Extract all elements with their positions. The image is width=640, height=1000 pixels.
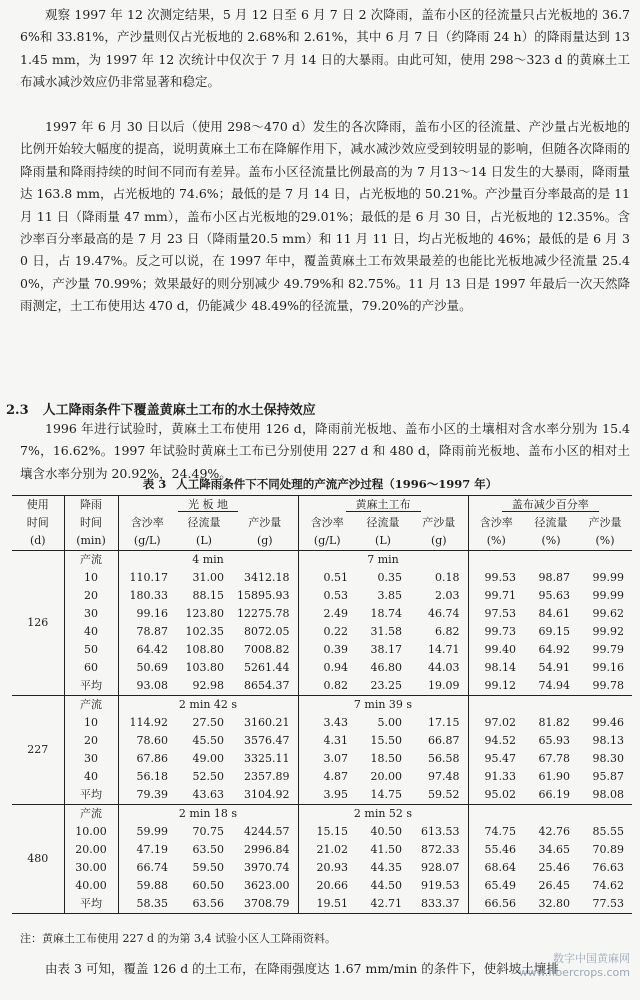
data-cell: 61.90 — [538, 770, 570, 783]
data-cell: 15895.93 — [232, 587, 298, 605]
data-cell: 20.93 — [316, 861, 348, 874]
data-cell: 3104.92 — [232, 786, 298, 805]
paragraph-1: 观察 1997 年 12 次测定结果，5 月 12 日至 6 月 7 日 2 次降雨，盖布小区的径流量只占光板地的 36.76%和 33.81%，产沙量则仅占光板地的 2.68%和 2.61%，其中 6 月 7 日（约降雨 24 h）的降雨量达到 131.45 mm，为 1997 年 12 次统计中仅次于 7 月 14 日的大暴雨。由此可知，使用 298～323 d 的黄麻土工布减水减沙效应仍非常显著和稳定。 — [20, 7, 630, 90]
unit-header: (g/L) — [298, 532, 356, 551]
table-row — [12, 714, 632, 732]
empty-cell — [468, 551, 632, 570]
watermark — [519, 952, 630, 980]
data-cell: 99.62 — [592, 607, 624, 620]
data-cell: 31.00 — [192, 571, 224, 584]
data-cell: 0.39 — [323, 643, 348, 656]
start-time-jute: 7 min 39 s — [298, 696, 468, 715]
table-row — [12, 569, 632, 587]
data-cell: 56.58 — [410, 750, 468, 768]
data-cell: 98.87 — [538, 571, 570, 584]
data-cell: 84.61 — [538, 607, 570, 620]
rain-time-cell: 产流 — [64, 805, 118, 824]
data-cell: 833.37 — [410, 895, 468, 914]
empty-cell — [468, 805, 632, 824]
table-group-126 — [12, 551, 632, 696]
data-cell: 14.75 — [356, 786, 410, 805]
data-cell: 14.71 — [410, 641, 468, 659]
data-cell: 67.86 — [136, 752, 168, 765]
data-cell: 68.64 — [484, 861, 516, 874]
data-cell: 2.03 — [410, 587, 468, 605]
unit-header: (L) — [356, 532, 410, 551]
data-cell: 180.33 — [129, 589, 168, 602]
data-cell: 99.53 — [484, 571, 516, 584]
table-row-start — [12, 551, 632, 570]
table-row — [12, 859, 632, 877]
data-cell: 74.94 — [524, 677, 578, 696]
data-cell: 114.92 — [129, 716, 168, 729]
header-row-3 — [12, 532, 632, 551]
table-row — [12, 768, 632, 786]
data-cell: 50.69 — [136, 661, 168, 674]
rain-time-cell: 产流 — [64, 696, 118, 715]
data-cell: 123.80 — [185, 607, 224, 620]
rain-time-cell: 20 — [64, 732, 118, 750]
data-cell: 66.74 — [136, 861, 168, 874]
data-cell: 59.88 — [136, 879, 168, 892]
data-cell: 8654.37 — [232, 677, 298, 696]
header-row-1 — [12, 496, 632, 515]
unit-header: (g) — [410, 532, 468, 551]
data-cell: 63.50 — [192, 843, 224, 856]
table-group-227 — [12, 696, 632, 805]
data-cell: 3708.79 — [232, 895, 298, 914]
start-time-jute: 2 min 52 s — [298, 805, 468, 824]
data-cell: 42.71 — [356, 895, 410, 914]
use-time-cell: 480 — [12, 805, 64, 914]
data-cell: 99.99 — [592, 589, 624, 602]
data-cell: 55.46 — [484, 843, 516, 856]
data-cell: 15.50 — [370, 734, 402, 747]
data-cell: 40.50 — [370, 825, 402, 838]
col-header: 含沙率 — [479, 516, 513, 529]
rain-time-cell: 40.00 — [64, 877, 118, 895]
rain-time-cell: 20 — [64, 587, 118, 605]
table-row — [12, 659, 632, 677]
data-cell: 928.07 — [410, 859, 468, 877]
unit-header: (L) — [176, 532, 232, 551]
start-time-bare: 2 min 18 s — [118, 805, 298, 824]
rain-time-cell: 40 — [64, 768, 118, 786]
data-cell: 99.92 — [592, 625, 624, 638]
data-cell: 0.82 — [298, 677, 356, 696]
table-row — [12, 623, 632, 641]
watermark-line-1: 数字中国黄麻网 — [553, 952, 630, 965]
data-cell: 3576.47 — [232, 732, 298, 750]
data-cell: 46.74 — [410, 605, 468, 623]
table-group-480 — [12, 805, 632, 914]
data-cell: 99.40 — [484, 643, 516, 656]
data-table — [12, 495, 632, 914]
data-cell: 98.30 — [592, 752, 624, 765]
data-cell: 7008.82 — [232, 641, 298, 659]
data-cell: 3412.18 — [232, 569, 298, 587]
data-cell: 99.71 — [484, 589, 516, 602]
header-use-time: 使用 — [12, 496, 64, 515]
data-cell: 5.00 — [377, 716, 402, 729]
rain-time-cell: 10 — [64, 569, 118, 587]
rain-time-cell: 平均 — [64, 895, 118, 914]
data-cell: 64.42 — [136, 643, 168, 656]
rain-time-cell: 30.00 — [64, 859, 118, 877]
data-cell: 919.53 — [410, 877, 468, 895]
data-cell: 77.53 — [578, 895, 632, 914]
unit-header: (%) — [578, 532, 632, 551]
data-cell: 65.93 — [538, 734, 570, 747]
data-cell: 98.14 — [484, 661, 516, 674]
data-cell: 6.82 — [410, 623, 468, 641]
table-caption — [0, 476, 640, 492]
data-cell: 49.00 — [192, 752, 224, 765]
data-cell: 85.55 — [592, 825, 624, 838]
rain-time-cell: 60 — [64, 659, 118, 677]
rain-time-cell: 产流 — [64, 551, 118, 570]
data-cell: 59.99 — [136, 825, 168, 838]
data-cell: 99.16 — [136, 607, 168, 620]
data-cell: 70.89 — [592, 843, 624, 856]
col-header: 产沙量 — [410, 514, 468, 532]
data-cell: 43.63 — [176, 786, 232, 805]
col-header: 径流量 — [187, 516, 221, 529]
data-cell: 60.50 — [192, 879, 224, 892]
data-cell: 64.92 — [538, 643, 570, 656]
data-cell: 81.82 — [538, 716, 570, 729]
data-cell: 0.35 — [377, 571, 402, 584]
data-cell: 42.76 — [538, 825, 570, 838]
data-cell: 34.65 — [538, 843, 570, 856]
data-cell: 38.17 — [370, 643, 402, 656]
data-cell: 0.22 — [323, 625, 348, 638]
data-cell: 76.63 — [592, 861, 624, 874]
data-cell: 99.73 — [484, 625, 516, 638]
data-cell: 4.87 — [323, 770, 348, 783]
data-cell: 18.74 — [370, 607, 402, 620]
table-row — [12, 823, 632, 841]
data-cell: 32.80 — [524, 895, 578, 914]
data-cell: 74.62 — [592, 879, 624, 892]
rain-time-cell: 平均 — [64, 786, 118, 805]
rain-time-cell: 20.00 — [64, 841, 118, 859]
section-heading — [6, 399, 316, 418]
data-cell: 92.98 — [176, 677, 232, 696]
data-cell: 4244.57 — [232, 823, 298, 841]
data-cell: 59.50 — [192, 861, 224, 874]
data-cell: 97.48 — [410, 768, 468, 786]
data-cell: 91.33 — [484, 770, 516, 783]
section-number: 2.3 — [6, 403, 29, 418]
data-cell: 0.18 — [410, 569, 468, 587]
data-cell: 59.52 — [410, 786, 468, 805]
data-cell: 94.52 — [484, 734, 516, 747]
empty-cell — [468, 696, 632, 715]
data-cell: 26.45 — [538, 879, 570, 892]
data-cell: 872.33 — [410, 841, 468, 859]
data-cell: 21.02 — [316, 843, 348, 856]
rain-time-cell: 10.00 — [64, 823, 118, 841]
header-use-time-2: 时间 — [12, 514, 64, 532]
data-cell: 56.18 — [136, 770, 168, 783]
data-cell: 3160.21 — [232, 714, 298, 732]
data-cell: 41.50 — [370, 843, 402, 856]
data-cell: 97.53 — [484, 607, 516, 620]
col-header: 含沙率 — [310, 516, 344, 529]
data-cell: 95.87 — [592, 770, 624, 783]
rain-time-cell: 30 — [64, 750, 118, 768]
rain-time-cell: 50 — [64, 641, 118, 659]
data-cell: 95.02 — [468, 786, 524, 805]
header-row-2 — [12, 514, 632, 532]
rain-time-cell: 40 — [64, 623, 118, 641]
data-cell: 27.50 — [192, 716, 224, 729]
data-cell: 2357.89 — [232, 768, 298, 786]
data-cell: 613.53 — [410, 823, 468, 841]
data-cell: 78.60 — [136, 734, 168, 747]
data-cell: 4.31 — [323, 734, 348, 747]
data-cell: 88.15 — [192, 589, 224, 602]
header-rain-time-3: (min) — [64, 532, 118, 551]
data-cell: 0.94 — [323, 661, 348, 674]
data-cell: 93.08 — [118, 677, 176, 696]
start-time-bare: 2 min 42 s — [118, 696, 298, 715]
data-cell: 2.49 — [323, 607, 348, 620]
header-group-reduce: 盖布减少百分率 — [468, 496, 632, 515]
table-row — [12, 641, 632, 659]
data-cell: 15.15 — [316, 825, 348, 838]
data-cell: 18.50 — [370, 752, 402, 765]
data-cell: 74.75 — [484, 825, 516, 838]
data-cell: 102.35 — [185, 625, 224, 638]
watermark-line-2: www.fibercrops.com — [518, 966, 630, 979]
data-cell: 58.35 — [118, 895, 176, 914]
data-cell: 3325.11 — [232, 750, 298, 768]
data-cell: 2996.84 — [232, 841, 298, 859]
data-cell: 19.09 — [410, 677, 468, 696]
start-time-jute: 7 min — [298, 551, 468, 570]
data-cell: 20.00 — [370, 770, 402, 783]
data-cell: 95.63 — [538, 589, 570, 602]
data-cell: 17.15 — [410, 714, 468, 732]
header-rain-time: 降雨 — [64, 496, 118, 515]
unit-header: (g/L) — [118, 532, 176, 551]
rain-time-cell: 30 — [64, 605, 118, 623]
table-caption-text: 人工降雨条件下不同处理的产流产沙过程（1996～1997 年） — [176, 477, 498, 491]
table-row — [12, 895, 632, 914]
data-cell: 8072.05 — [232, 623, 298, 641]
data-cell: 98.13 — [592, 734, 624, 747]
data-cell: 12275.78 — [232, 605, 298, 623]
data-cell: 99.78 — [578, 677, 632, 696]
table-row — [12, 786, 632, 805]
use-time-cell: 126 — [12, 551, 64, 696]
table-caption-label: 表 3 — [142, 477, 167, 491]
data-cell: 47.19 — [136, 843, 168, 856]
rain-time-cell: 平均 — [64, 677, 118, 696]
table-row — [12, 587, 632, 605]
table-row — [12, 732, 632, 750]
data-cell: 99.16 — [592, 661, 624, 674]
data-cell: 79.39 — [118, 786, 176, 805]
data-cell: 0.51 — [323, 571, 348, 584]
data-cell: 66.87 — [410, 732, 468, 750]
data-cell: 19.51 — [298, 895, 356, 914]
data-cell: 52.50 — [192, 770, 224, 783]
table-row — [12, 750, 632, 768]
data-cell: 23.25 — [356, 677, 410, 696]
data-cell: 44.35 — [370, 861, 402, 874]
unit-header: (%) — [524, 532, 578, 551]
data-cell: 69.15 — [538, 625, 570, 638]
col-header: 含沙率 — [130, 516, 164, 529]
table-note: 注：黄麻土工布使用 227 d 的为第 3,4 试验小区人工降雨资料。 — [20, 932, 337, 945]
table-row — [12, 677, 632, 696]
table-row — [12, 841, 632, 859]
data-cell: 0.53 — [323, 589, 348, 602]
rain-time-cell: 10 — [64, 714, 118, 732]
data-cell: 97.02 — [484, 716, 516, 729]
data-cell: 45.50 — [192, 734, 224, 747]
header-use-time-3: (d) — [12, 532, 64, 551]
data-cell: 66.56 — [468, 895, 524, 914]
data-cell: 108.80 — [185, 643, 224, 656]
data-cell: 3.85 — [377, 589, 402, 602]
table-row-start — [12, 805, 632, 824]
data-cell: 70.75 — [192, 825, 224, 838]
paragraph-4: 由表 3 可知，覆盖 126 d 的土工布，在降雨强度达 1.67 mm/min 的条件下，使斜坡土壤排 — [45, 961, 559, 976]
data-cell: 44.50 — [370, 879, 402, 892]
paragraph-2: 1997 年 6 月 30 日以后（使用 298～470 d）发生的各次降雨，盖布小区的径流量、产沙量占光板地的比例开始较大幅度的提高，说明黄麻土工布在降解作用下，减水减沙效应受到较明显的影响，但随各次降雨的降雨量和降雨持续的时间不同而有差异。盖布小区径流量比例最高的为 7 月13～14 日发生的大暴雨，降雨量达 163.8 mm，占光板地的 74.6%；最低的是 7 月 14 日，占光板地的 50.21%。产沙量百分率最高的是 11 月 11 日（降雨量 47 mm），盖布小区占光板地的29.01%；最低的是 6 月 30 日，占光板地的 12.35%。含沙率百分率最高的是 7 月 23 日（降雨量20.5 mm）和 11 月 11 日，均占光板地的 46%；最低的是 6 月 30 日，占 19.47%。反之可以说，在 1997 年中，覆盖黄麻土工布效果最差的也能比光板地减少径流量 25.40%，产沙量 70.99%；效果最好的则分别减少 49.79%和 82.75%。11 月 13 日是 1997 年最后一次天然降雨测定，土工布使用达 470 d，仍能减少 48.49%的径流量，79.20%的产沙量。 — [20, 119, 630, 314]
data-cell: 25.46 — [538, 861, 570, 874]
data-cell: 99.12 — [468, 677, 524, 696]
data-cell: 3623.00 — [232, 877, 298, 895]
data-cell: 98.08 — [578, 786, 632, 805]
data-cell: 44.03 — [410, 659, 468, 677]
data-cell: 66.19 — [524, 786, 578, 805]
data-cell: 67.78 — [538, 752, 570, 765]
data-cell: 20.66 — [316, 879, 348, 892]
data-cell: 99.79 — [592, 643, 624, 656]
table-row — [12, 605, 632, 623]
data-cell: 31.58 — [370, 625, 402, 638]
data-cell: 54.91 — [538, 661, 570, 674]
start-time-bare: 4 min — [118, 551, 298, 570]
col-header: 径流量 — [366, 516, 400, 529]
data-cell: 5261.44 — [232, 659, 298, 677]
section-title: 人工降雨条件下覆盖黄麻土工布的水土保持效应 — [42, 403, 316, 418]
table-row-start — [12, 696, 632, 715]
unit-header: (g) — [232, 532, 298, 551]
unit-header: (%) — [468, 532, 524, 551]
data-cell: 103.80 — [185, 661, 224, 674]
col-header: 径流量 — [534, 516, 568, 529]
data-cell: 3.43 — [323, 716, 348, 729]
data-cell: 110.17 — [129, 571, 168, 584]
data-cell: 78.87 — [136, 625, 168, 638]
use-time-cell: 227 — [12, 696, 64, 805]
paragraph-3: 1996 年进行试验时，黄麻土工布使用 126 d，降雨前光板地、盖布小区的土壤相对含水率分别为 15.47%，16.62%。1997 年试验时黄麻土工布已分别使用 227 d 和 480 d，降雨前光板地、盖布小区的相对土壤含水率分别为 20.92%，24.49%。 — [20, 421, 630, 481]
col-header: 产沙量 — [588, 516, 622, 529]
data-cell: 3.95 — [298, 786, 356, 805]
data-cell: 65.49 — [484, 879, 516, 892]
data-cell: 99.99 — [592, 571, 624, 584]
data-cell: 3.07 — [323, 752, 348, 765]
data-cell: 63.56 — [176, 895, 232, 914]
col-header: 产沙量 — [232, 514, 298, 532]
header-group-bare: 光 板 地 — [118, 496, 298, 515]
data-cell: 46.80 — [370, 661, 402, 674]
data-cell: 99.46 — [592, 716, 624, 729]
table-row — [12, 877, 632, 895]
data-cell: 95.47 — [484, 752, 516, 765]
header-rain-time-2: 时间 — [64, 514, 118, 532]
data-cell: 3970.74 — [232, 859, 298, 877]
header-group-jute: 黄麻土工布 — [298, 496, 468, 515]
